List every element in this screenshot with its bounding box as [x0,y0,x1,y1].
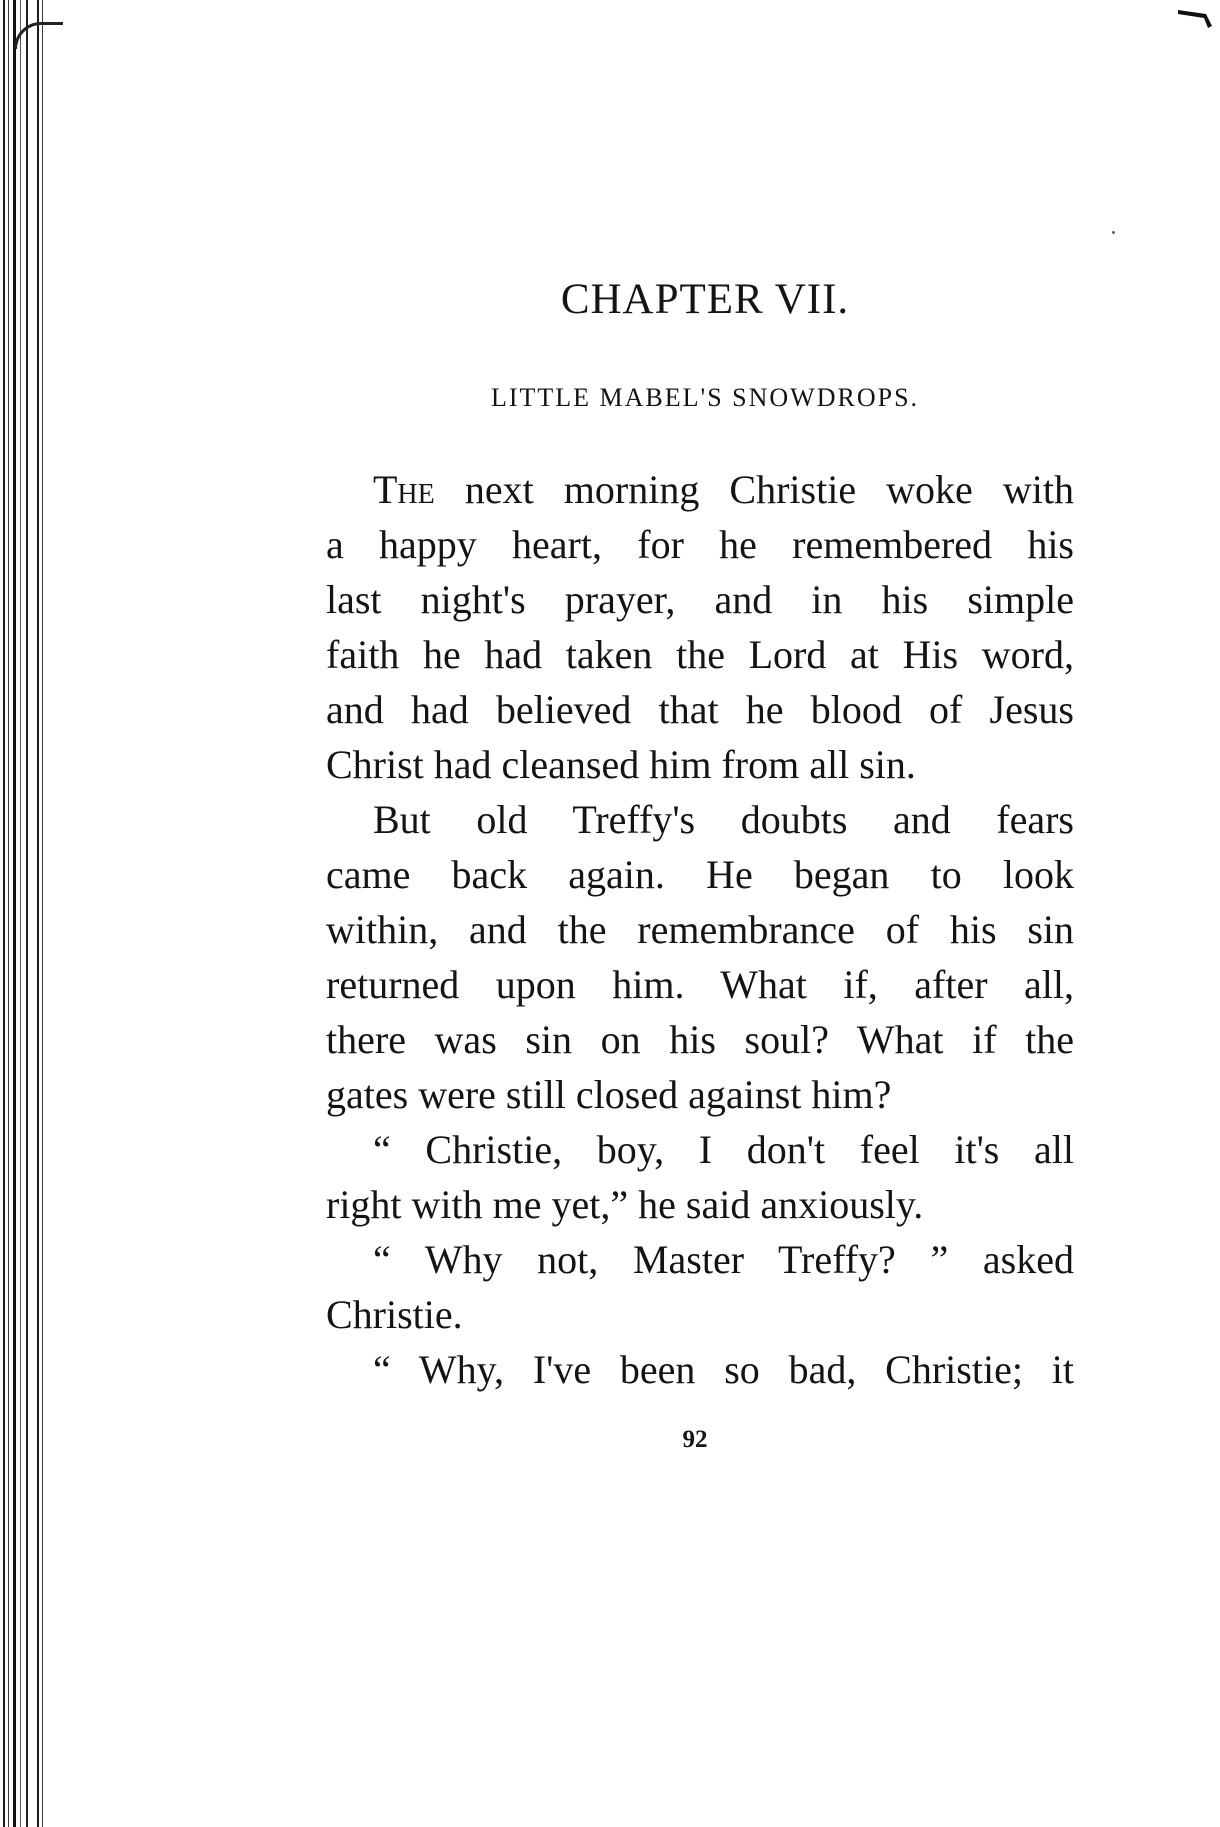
text-line: returned upon him. What if, after all, [326,962,1074,1007]
text-line: “ Why, I've been so bad, Christie; it [373,1347,1074,1392]
lead-word: The [373,467,435,512]
paragraph [326,1342,1074,1397]
body-text [326,462,1074,1397]
text-line: there was sin on his soul? What if the [326,1017,1074,1062]
line-text: next morning Christie woke with [434,467,1074,512]
page-number: 92 [682,1426,708,1453]
book-spine-edge [0,0,46,1827]
text-line: faith he had taken the Lord at His word, [326,632,1074,677]
margin-speck [1112,231,1115,234]
text-line: Christie. [326,1292,463,1337]
paragraph [326,1122,1074,1232]
text-line: “ Why not, Master Treffy? ” asked [373,1237,1074,1282]
text-line: last night's prayer, and in his simple [326,577,1074,622]
corner-scan-mark [1178,6,1214,30]
text-line: But old Treffy's doubts and fears [373,797,1074,842]
text-line: gates were still closed against him? [326,1072,892,1117]
text-line [326,462,1074,517]
text-line: Christ had cleansed him from all sin. [326,742,916,787]
text-line: and had believed that he blood of Jesus [326,687,1074,732]
text-line: a happy heart, for he remembered his [326,522,1074,567]
paragraph [326,792,1074,1122]
text-line: right with me yet,” he said anxiously. [326,1182,924,1227]
chapter-subtitle: LITTLE MABEL'S SNOWDROPS. [490,383,920,412]
paragraph [326,462,1074,792]
text-line: within, and the remembrance of his sin [326,907,1074,952]
chapter-heading: CHAPTER VII. [560,276,850,323]
paragraph [326,1232,1074,1342]
text-line: “ Christie, boy, I don't feel it's all [373,1127,1074,1172]
text-line: came back again. He began to look [326,852,1074,897]
